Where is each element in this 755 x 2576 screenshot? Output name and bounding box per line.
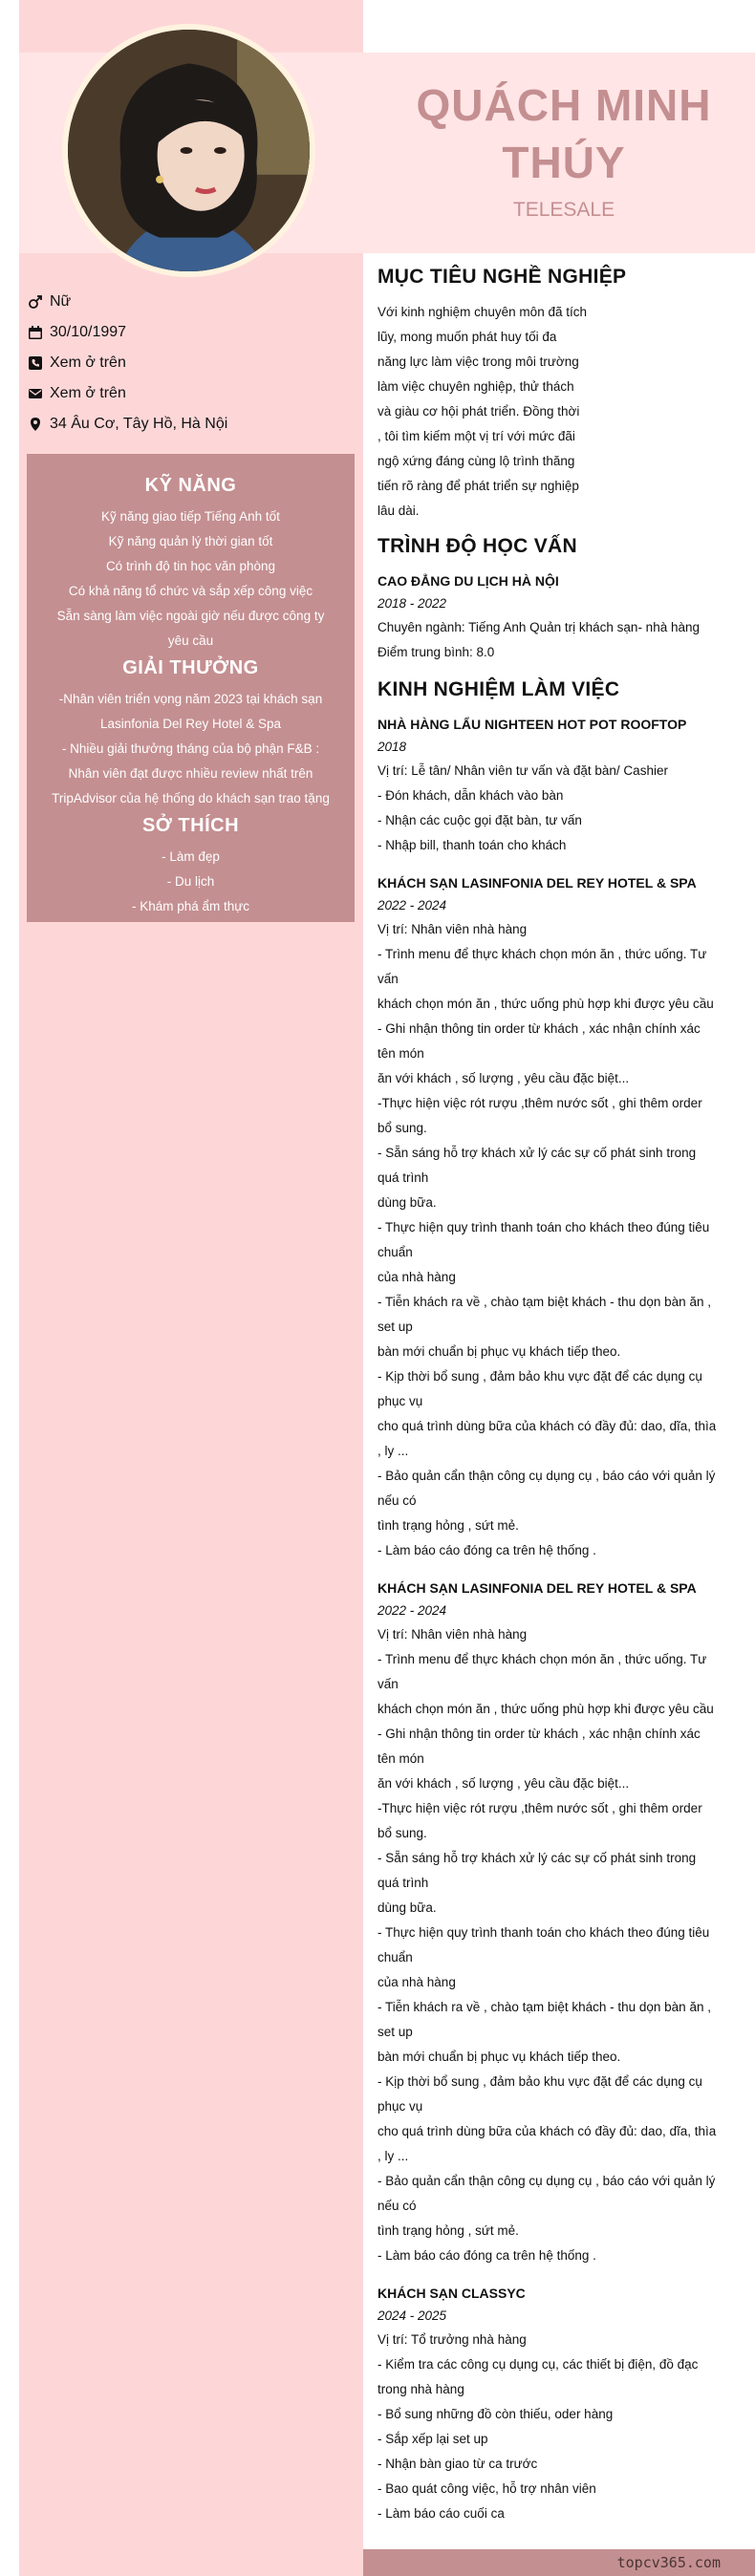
hobby-line: - Làm đẹp (162, 849, 220, 864)
skill-line: Kỹ năng quản lý thời gian tốt (108, 534, 273, 548)
hobbies-list (40, 845, 341, 919)
full-name-line-2: THÚY (502, 138, 626, 187)
experience-heading: KINH NGHIỆM LÀM VIỆC (378, 678, 620, 700)
experience-line: bổ sung. (378, 1121, 427, 1135)
experience-line: Vị trí: Lễ tân/ Nhân viên tư vấn và đặt bàn/ Cashier (378, 763, 668, 778)
phone-icon (27, 354, 44, 372)
work-period: 2022 - 2024 (378, 1603, 447, 1618)
experience-line: - Nhận bàn giao từ ca trước (378, 2457, 538, 2471)
award-line: TripAdvisor của hệ thống do khách sạn trao tặng (52, 791, 330, 805)
experience-line: bàn mới chuẩn bị phục vụ khách tiếp theo. (378, 2050, 621, 2064)
contact-address (27, 409, 352, 440)
experience-line: nếu có (378, 2199, 417, 2213)
objective-line: Với kinh nghiệm chuyên môn đã tích (378, 305, 587, 319)
education-heading: TRÌNH ĐỘ HỌC VẤN (378, 535, 577, 557)
experience-item (378, 1577, 723, 2268)
experience-line: - Bao quát công việc, hỗ trợ nhân viên (378, 2481, 596, 2496)
contact-gender-text: Nữ (50, 293, 72, 310)
experience-line: quá trình (378, 1170, 429, 1185)
objective-line: lũy, mong muốn phát huy tối đa (378, 330, 557, 344)
work-period: 2022 - 2024 (378, 898, 447, 912)
experience-line: khách chọn món ăn , thức uống phù hợp khi được yêu cầu (378, 1702, 714, 1716)
contact-birthday-text: 30/10/1997 (50, 324, 127, 340)
skill-line: Có trình độ tin học văn phòng (105, 559, 276, 573)
experience-line: - Thực hiện quy trình thanh toán cho khách theo đúng tiêu (378, 1925, 710, 1940)
experience-line: tên món (378, 1751, 424, 1766)
experience-line: - Sẵn sáng hỗ trợ khách xử lý các sự cố phát sinh trong (378, 1851, 697, 1865)
education-line: Điểm trung bình: 8.0 (378, 645, 495, 659)
company-name: KHÁCH SẠN CLASSYC (378, 2286, 526, 2301)
experience-line: phục vụ (378, 1394, 423, 1408)
experience-line: - Bảo quản cẩn thận công cụ dụng cụ , báo cáo với quản lý (378, 2174, 716, 2188)
experience-line: khách chọn món ăn , thức uống phù hợp khi được yêu cầu (378, 997, 714, 1011)
skill-line: Có khả năng tổ chức và sắp xếp công việc (68, 584, 313, 598)
experience-line: chuẩn (378, 1245, 413, 1259)
contact-phone-text: Xem ở trên (50, 354, 126, 371)
footer-watermark: topcv365.com (616, 2554, 721, 2571)
contact-email-text: Xem ở trên (50, 385, 126, 401)
experience-line: , ly ... (378, 1444, 409, 1458)
objective-section (378, 266, 723, 524)
experience-line: Vị trí: Nhân viên nhà hàng (378, 922, 528, 936)
contact-list (27, 287, 352, 440)
experience-line: bàn mới chuẩn bị phục vụ khách tiếp theo. (378, 1344, 621, 1359)
experience-line: ăn với khách , số lượng , yêu cầu đặc biệt... (378, 1776, 630, 1791)
experience-line: - Sắp xếp lại set up (378, 2432, 488, 2446)
company-name: KHÁCH SẠN LASINFONIA DEL REY HOTEL & SPA (378, 875, 697, 891)
experience-line: - Kiểm tra các công cụ dụng cụ, các thiết bị điện, đồ đạc (378, 2357, 699, 2372)
experience-line: -Thực hiện việc rót rượu ,thêm nước sốt , ghi thêm order (378, 1096, 702, 1110)
experience-line: set up (378, 2025, 413, 2039)
objective-text (378, 300, 723, 524)
experience-line: - Tiễn khách ra về , chào tạm biệt khách - thu dọn bàn ăn , (378, 2000, 711, 2014)
experience-line: chuẩn (378, 1950, 413, 1964)
experience-line: -Thực hiện việc rót rượu ,thêm nước sốt , ghi thêm order (378, 1801, 702, 1815)
objective-line: tiến rõ ràng để phát triển sự nghiệp (378, 479, 579, 493)
awards-list (40, 687, 341, 811)
objective-line: và giàu cơ hội phát triển. Đồng thời (378, 404, 580, 419)
experience-line: Vị trí: Nhân viên nhà hàng (378, 1627, 528, 1642)
experience-line: - Bảo quản cẩn thận công cụ dụng cụ , báo cáo với quản lý (378, 1469, 716, 1483)
location-icon (27, 416, 44, 433)
footer-bar (363, 2549, 755, 2576)
experience-line: quá trình (378, 1876, 429, 1890)
education-period: 2018 - 2022 (378, 596, 447, 611)
objective-heading: MỤC TIÊU NGHỀ NGHIỆP (378, 266, 627, 288)
school-name: CAO ĐẲNG DU LỊCH HÀ NỘI (378, 573, 559, 589)
education-line: Chuyên ngành: Tiếng Anh Quản trị khách sạn- nhà hàng (378, 620, 700, 634)
experience-line: - Ghi nhận thông tin order từ khách , xác nhận chính xác (378, 1727, 701, 1741)
experience-line: - Bổ sung những đồ còn thiếu, oder hàng (378, 2407, 614, 2421)
skills-list (40, 504, 341, 654)
contact-birthday (27, 317, 352, 348)
experience-line: bổ sung. (378, 1826, 427, 1840)
experience-line: - Trình menu để thực khách chọn món ăn , thức uống. Tư (378, 947, 707, 961)
experience-item (378, 2282, 723, 2526)
experience-line: nếu có (378, 1493, 417, 1508)
awards-heading: GIẢI THƯỞNG (122, 657, 259, 678)
experience-line: - Kịp thời bổ sung , đảm bảo khu vực đặt để các dụng cụ (378, 1369, 702, 1384)
contact-phone (27, 348, 352, 378)
job-title: TELESALE (512, 199, 615, 221)
portrait-illustration (68, 30, 310, 271)
experience-line: - Kịp thời bổ sung , đảm bảo khu vực đặt để các dụng cụ (378, 2074, 702, 2089)
company-name: KHÁCH SẠN LASINFONIA DEL REY HOTEL & SPA (378, 1580, 697, 1596)
skill-line: Kỹ năng giao tiếp Tiếng Anh tốt (101, 509, 280, 524)
sidebar-info-box (27, 454, 355, 922)
experience-item (378, 713, 723, 858)
contact-email (27, 378, 352, 409)
experience-line: phục vụ (378, 2099, 423, 2114)
email-icon (27, 385, 44, 402)
experience-line: ăn với khách , số lượng , yêu cầu đặc biệt... (378, 1071, 630, 1085)
skill-line: yêu cầu (167, 633, 214, 648)
experience-line: tình trạng hỏng , sứt mẻ. (378, 2223, 519, 2238)
experience-line: - Ghi nhận thông tin order từ khách , xác nhận chính xác (378, 1021, 701, 1036)
objective-line: lâu dài. (378, 504, 420, 518)
hobbies-heading: SỞ THÍCH (141, 815, 240, 836)
experience-line: - Thực hiện quy trình thanh toán cho khách theo đúng tiêu (378, 1220, 710, 1234)
award-line: -Nhân viên triển vọng năm 2023 tại khách sạn (58, 692, 323, 706)
name-block (373, 76, 755, 222)
objective-line: ngộ xứng đáng cùng lộ trình thăng (378, 454, 575, 468)
experience-line: Vị trí: Tổ trưởng nhà hàng (378, 2332, 527, 2347)
contact-gender (27, 287, 352, 317)
hobby-line: - Du lịch (166, 874, 215, 889)
experience-line: vấn (378, 972, 399, 986)
experience-line: - Làm báo cáo đóng ca trên hệ thống . (378, 1543, 596, 1557)
experience-line: của nhà hàng (378, 1975, 456, 1989)
experience-line: - Nhận các cuộc gọi đặt bàn, tư vấn (378, 813, 582, 827)
work-period: 2024 - 2025 (378, 2308, 447, 2323)
experience-line: trong nhà hàng (378, 2382, 464, 2396)
objective-line: làm việc chuyên nghiệp, thử thách (378, 379, 574, 394)
experience-section (378, 678, 723, 2526)
contact-address-text: 34 Âu Cơ, Tây Hồ, Hà Nội (50, 416, 228, 432)
education-section (378, 535, 723, 665)
avatar-photo (68, 30, 310, 271)
experience-line: của nhà hàng (378, 1270, 456, 1284)
calendar-icon (27, 324, 44, 341)
experience-list (378, 713, 723, 2526)
avatar (62, 24, 315, 277)
experience-line: dùng bữa. (378, 1900, 437, 1915)
experience-line: - Làm báo cáo cuối ca (378, 2506, 505, 2521)
experience-line: , ly ... (378, 2149, 409, 2163)
gender-icon (27, 293, 44, 311)
experience-line: - Nhập bill, thanh toán cho khách (378, 838, 567, 852)
experience-line: - Làm báo cáo đóng ca trên hệ thống . (378, 2248, 596, 2263)
experience-line: - Trình menu để thực khách chọn món ăn , thức uống. Tư (378, 1652, 707, 1666)
skill-line: Sẵn sàng làm việc ngoài giờ nếu được công ty (56, 609, 325, 623)
experience-line: - Sẵn sáng hỗ trợ khách xử lý các sự cố phát sinh trong (378, 1146, 697, 1160)
work-period: 2018 (378, 740, 407, 754)
company-name: NHÀ HÀNG LẨU NIGHTEEN HOT POT ROOFTOP (378, 717, 687, 732)
award-line: - Nhiều giải thưởng tháng của bộ phận F&B : (61, 741, 320, 756)
experience-item (378, 871, 723, 1563)
experience-line: cho quá trình dùng bữa của khách có đầy đủ: dao, dĩa, thìa (378, 1419, 717, 1433)
experience-line: tình trạng hỏng , sứt mẻ. (378, 1518, 519, 1533)
experience-line: set up (378, 1320, 413, 1334)
award-line: Nhân viên đạt được nhiều review nhất trên (68, 766, 313, 781)
full-name-line-1: QUÁCH MINH (416, 80, 712, 130)
experience-line: vấn (378, 1677, 399, 1691)
objective-line: , tôi tìm kiếm một vị trí với mức đãi (378, 429, 575, 443)
award-line: Lasinfonia Del Rey Hotel & Spa (99, 717, 282, 731)
experience-line: cho quá trình dùng bữa của khách có đầy đủ: dao, dĩa, thìa (378, 2124, 717, 2138)
main-column (378, 266, 723, 2540)
hobby-line: - Khám phá ẩm thực (131, 899, 250, 913)
skills-heading: KỸ NĂNG (144, 475, 237, 496)
experience-line: - Tiễn khách ra về , chào tạm biệt khách - thu dọn bàn ăn , (378, 1295, 711, 1309)
experience-line: - Đón khách, dẫn khách vào bàn (378, 788, 564, 803)
experience-line: tên món (378, 1046, 424, 1061)
objective-line: năng lực làm việc trong môi trường (378, 354, 579, 369)
experience-line: dùng bữa. (378, 1195, 437, 1210)
